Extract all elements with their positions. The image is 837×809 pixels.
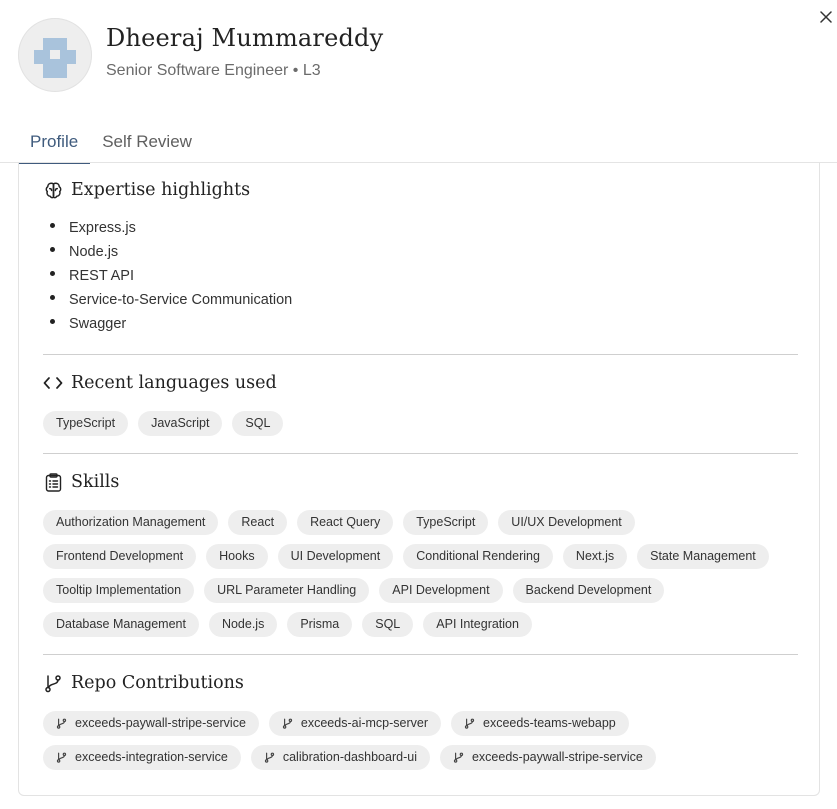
language-chip: SQL [232,411,283,436]
git-branch-icon [56,718,67,729]
list-item: REST API [43,264,798,288]
language-chip: TypeScript [43,411,128,436]
skills-section [43,472,798,646]
skill-chip: Authorization Management [43,510,218,535]
skill-chip: Tooltip Implementation [43,578,194,603]
skill-chip: URL Parameter Handling [204,578,369,603]
repo-chips [43,711,803,779]
repo-chip[interactable] [269,711,441,736]
skill-chip: Conditional Rendering [403,544,553,569]
repo-chip[interactable] [43,745,241,770]
profile-panel [18,162,820,796]
repo-name: exceeds-paywall-stripe-service [75,716,246,730]
git-branch-icon [453,752,464,763]
languages-title-text: Recent languages used [71,373,277,393]
skill-chip: Hooks [206,544,267,569]
profile-header [18,18,383,92]
skill-chip: Prisma [287,612,352,637]
list-item: Service-to-Service Communication [43,288,798,312]
skill-chip: API Integration [423,612,532,637]
repos-section [43,673,798,779]
git-branch-icon [282,718,293,729]
clipboard-icon [43,472,63,492]
section-divider [43,654,798,655]
skill-chip: API Development [379,578,502,603]
expertise-list [43,216,798,336]
languages-section [43,373,798,445]
repos-title [43,673,798,693]
repo-chip[interactable] [451,711,629,736]
skill-chip: React Query [297,510,393,535]
repo-name: exceeds-paywall-stripe-service [471,750,643,764]
expertise-title-text: Expertise highlights [71,180,251,200]
repo-name: exceeds-teams-webapp [483,716,616,730]
skill-chip: Backend Development [513,578,665,603]
profile-name: Dheeraj Mummareddy [106,24,384,52]
skill-chip: TypeScript [403,510,488,535]
skills-title [43,472,798,492]
section-divider [43,354,798,355]
tab-self-review[interactable]: Self Review [102,132,192,151]
repo-chip[interactable] [251,745,430,770]
skill-chip: UI Development [278,544,394,569]
repo-chip[interactable] [440,745,656,770]
close-icon [820,11,832,23]
identity [106,24,384,80]
repos-title-text: Repo Contributions [71,673,244,693]
avatar [18,18,92,92]
git-branch-icon [264,752,275,763]
section-divider [43,453,798,454]
skills-title-text: Skills [71,472,120,492]
git-branch-icon [43,673,63,693]
git-branch-icon [464,718,475,729]
skill-chip: SQL [362,612,413,637]
repo-name: exceeds-integration-service [75,750,228,764]
brain-icon [43,180,63,200]
expertise-section [43,180,798,336]
tab-bar [18,124,204,164]
list-item: Express.js [43,216,798,240]
skill-chip: Database Management [43,612,199,637]
list-item: Node.js [43,240,798,264]
skill-chip: Node.js [209,612,277,637]
repo-name: calibration-dashboard-ui [282,750,417,764]
skills-chips [43,510,803,646]
repo-chip[interactable] [43,711,259,736]
skill-chip: React [228,510,287,535]
tab-profile[interactable]: Profile [18,124,90,164]
skill-chip: UI/UX Development [498,510,634,535]
list-item: Swagger [43,312,798,336]
skill-chip: State Management [637,544,769,569]
repo-name: exceeds-ai-mcp-server [300,716,429,730]
skill-chip: Frontend Development [43,544,196,569]
expertise-title [43,180,798,200]
close-button[interactable] [817,8,835,26]
avatar-identicon [18,18,92,92]
git-branch-icon [56,752,67,763]
code-icon [43,373,63,393]
profile-role: Senior Software Engineer • L3 [106,62,321,79]
languages-title [43,373,798,393]
language-chip: JavaScript [138,411,222,436]
languages-chips [43,411,798,445]
skill-chip: Next.js [563,544,627,569]
